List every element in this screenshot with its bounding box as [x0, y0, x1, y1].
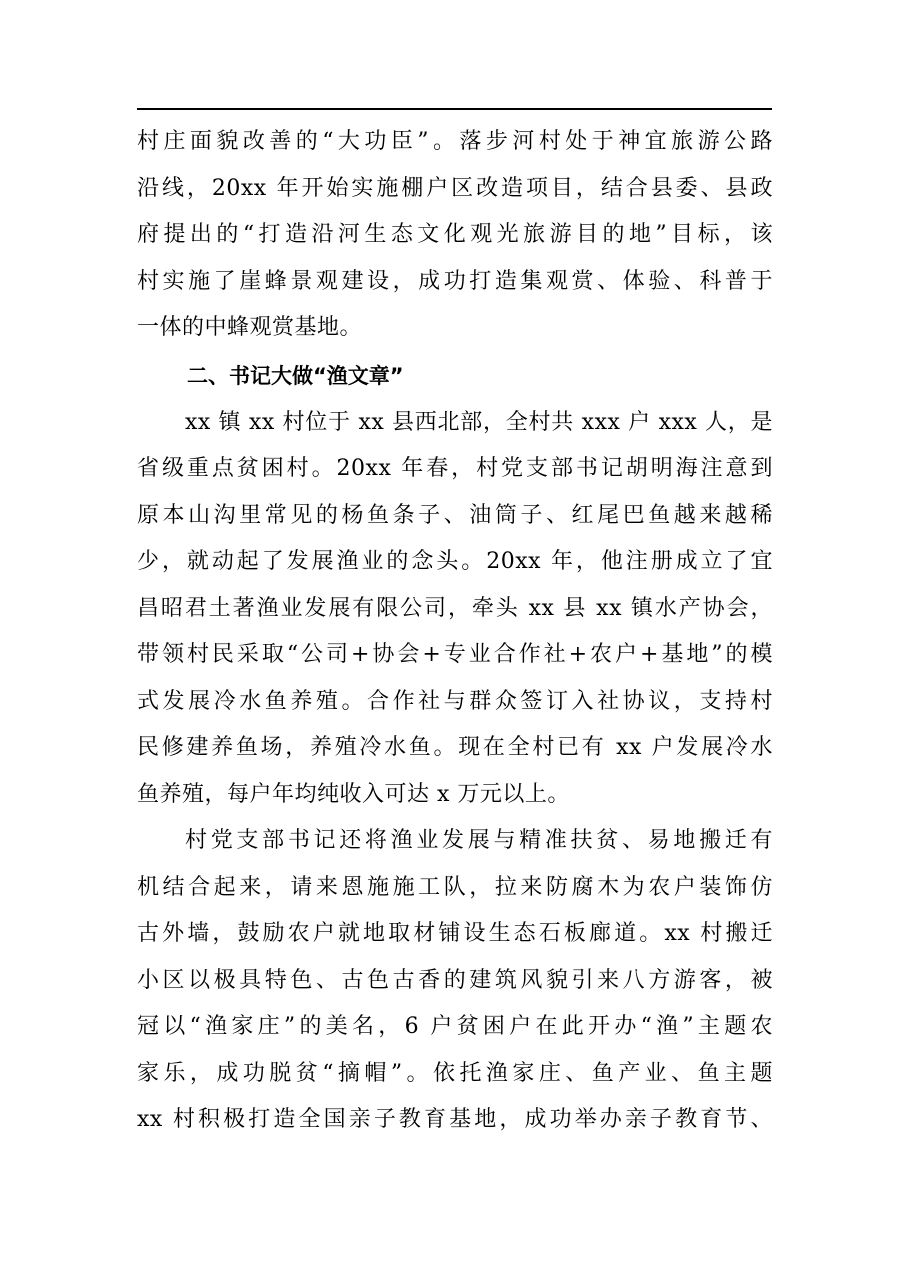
paragraph-line: 古外墙，鼓励农户就地取材铺设生态石板廊道。xx 村搬迁: [137, 921, 773, 946]
paragraph-line: 冠以“渔家庄”的美名，6 户贫困户在此开办“渔”主题农: [137, 1014, 773, 1039]
paragraph-line: xx 镇 xx 村位于 xx 县西北部，全村共 xxx 户 xxx 人，是: [185, 409, 773, 435]
paragraph-line: 一体的中蜂观赏基地。: [137, 315, 363, 340]
section-heading: 二、书记大做“渔文章”: [187, 363, 404, 388]
header-rule: [137, 108, 772, 110]
paragraph-line: 村庄面貌改善的“大功臣”。落步河村处于神宜旅游公路: [137, 129, 773, 154]
paragraph-line: 府提出的“打造沿河生态文化观光旅游目的地”目标，该: [137, 222, 773, 247]
paragraph-1: [137, 119, 773, 352]
paragraph-line: 小区以极具特色、古色古香的建筑风貌引来八方游客，被: [137, 967, 773, 993]
paragraph-line: 省级重点贫困村。20xx 年春，村党支部书记胡明海注意到: [137, 456, 773, 481]
paragraph-line: 鱼养殖，每户年均纯收入可达 x 万元以上。: [137, 781, 570, 807]
paragraph-line: 家乐，成功脱贫“摘帽”。依托渔家庄、鱼产业、鱼主题: [137, 1060, 773, 1086]
paragraph-line: 村实施了崖蜂景观建设，成功打造集观赏、体验、科普于: [137, 268, 773, 294]
paragraph-line: 机结合起来，请来恩施施工队，拉来防腐木为农户装饰仿: [137, 874, 773, 900]
paragraph-line: 式发展冷水鱼养殖。合作社与群众签订入社协议，支持村: [137, 688, 773, 714]
paragraph-line: 昌昭君土著渔业发展有限公司，牵头 xx 县 xx 镇水产协会，: [137, 595, 773, 621]
paragraph-line: xx 村积极打造全国亲子教育基地，成功举办亲子教育节、: [137, 1107, 773, 1132]
paragraph-line: 少，就动起了发展渔业的念头。20xx 年，他注册成立了宜: [137, 549, 773, 574]
paragraph-2: [137, 400, 773, 819]
paragraph-line: 原本山沟里常见的杨鱼条子、油筒子、红尾巴鱼越来越稀: [137, 502, 773, 528]
paragraph-3: [137, 818, 773, 1144]
document-body: [137, 119, 773, 1144]
paragraph-line: 带领村民采取“公司+协会+专业合作社+农户+基地”的模: [137, 642, 773, 667]
paragraph-line: 沿线，20xx 年开始实施棚户区改造项目，结合县委、县政: [137, 175, 773, 201]
paragraph-line: 民修建养鱼场，养殖冷水鱼。现在全村已有 xx 户发展冷水: [137, 735, 773, 760]
paragraph-line: 村党支部书记还将渔业发展与精准扶贫、易地搬迁有: [185, 828, 773, 853]
